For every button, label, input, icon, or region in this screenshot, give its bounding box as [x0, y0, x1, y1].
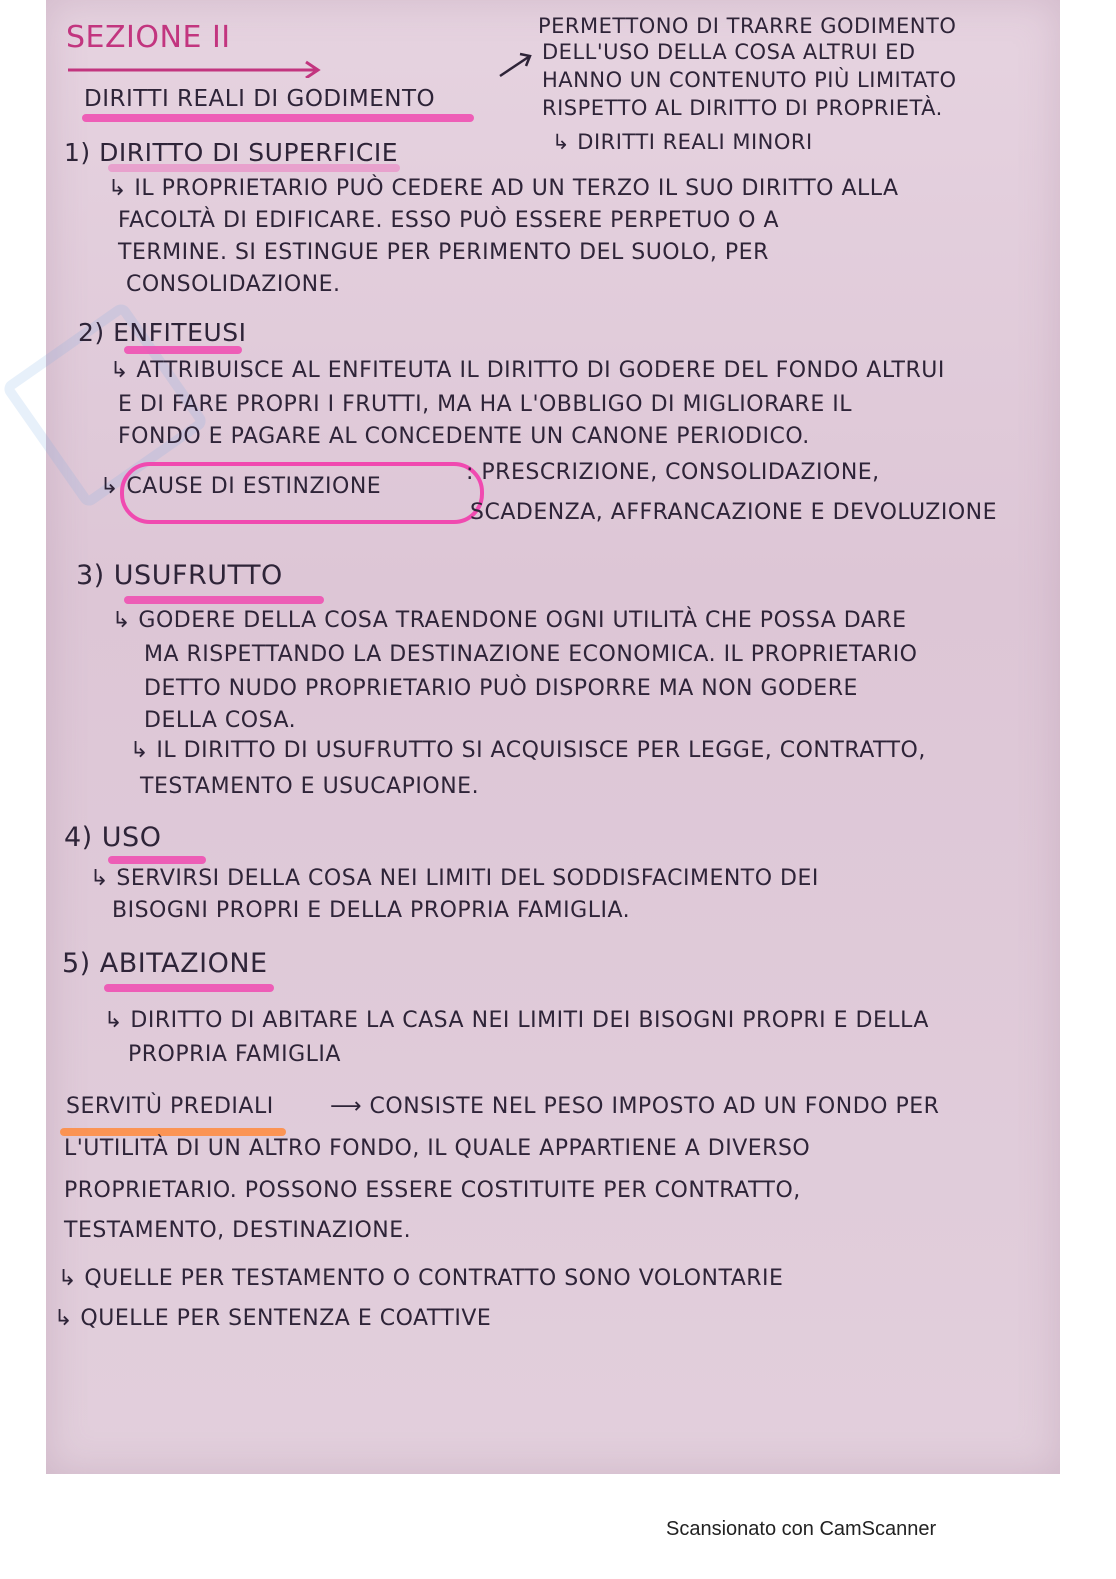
- servitu-line-1: ⟶ CONSISTE NEL PESO IMPOSTO AD UN FONDO PER: [330, 1094, 940, 1119]
- section-2-line-2: E DI FARE PROPRI I FRUTTI, MA HA L'OBBLIGO DI MIGLIORARE IL: [118, 392, 852, 417]
- servitu-line-5: ↳ QUELLE PER TESTAMENTO O CONTRATTO SONO VOLONTARIE: [58, 1266, 784, 1291]
- section-3-line-5: ↳ IL DIRITTO DI USUFRUTTO SI ACQUISISCE PER LEGGE, CONTRATTO,: [130, 738, 926, 763]
- section-2-line-5: SCADENZA, AFFRANCAZIONE E DEVOLUZIONE: [470, 500, 998, 525]
- servitu-title: SERVITÙ PREDIALI: [66, 1094, 274, 1119]
- section-2-title: 2) ENFITEUSI: [78, 318, 247, 347]
- section-1-title: 1) DIRITTO DI SUPERFICIE: [64, 138, 399, 167]
- section-1-line-2: FACOLTÀ DI EDIFICARE. ESSO PUÒ ESSERE PERPETUO O A: [118, 208, 780, 233]
- section-2-line-4b: : PRESCRIZIONE, CONSOLIDAZIONE,: [466, 460, 880, 485]
- section-4-line-2: BISOGNI PROPRI E DELLA PROPRIA FAMIGLIA.: [112, 898, 631, 923]
- heading-highlight: [82, 114, 474, 122]
- section-3-line-3: DETTO NUDO PROPRIETARIO PUÒ DISPORRE MA NON GODERE: [144, 676, 858, 701]
- side-note-line-2: DELL'USO DELLA COSA ALTRUI ED: [542, 40, 916, 64]
- page-heading: DIRITTI REALI DI GODIMENTO: [84, 86, 436, 112]
- servitu-line-4: TESTAMENTO, DESTINAZIONE.: [64, 1218, 412, 1243]
- s4-highlight: [108, 856, 206, 864]
- servitu-line-2: L'UTILITÀ DI UN ALTRO FONDO, IL QUALE APPARTIENE A DIVERSO: [64, 1136, 811, 1161]
- arrow-up-right-icon: [496, 50, 536, 80]
- section-1-line-3: TERMINE. SI ESTINGUE PER PERIMENTO DEL SUOLO, PER: [118, 240, 769, 265]
- section-2-line-1: ↳ ATTRIBUISCE AL ENFITEUTA IL DIRITTO DI GODERE DEL FONDO ALTRUI: [110, 358, 945, 383]
- section-1-line-1: ↳ IL PROPRIETARIO PUÒ CEDERE AD UN TERZO IL SUO DIRITTO ALLA: [108, 176, 899, 201]
- scanner-footer: Scansionato con CamScanner: [666, 1518, 937, 1540]
- side-note-line-3: HANNO UN CONTENUTO PIÙ LIMITATO: [542, 68, 957, 92]
- s5-highlight: [104, 984, 274, 992]
- side-note-line-4: RISPETTO AL DIRITTO DI PROPRIETÀ.: [542, 96, 943, 120]
- section-3-title: 3) USUFRUTTO: [76, 560, 283, 591]
- side-note-line-1: PERMETTONO DI TRARRE GODIMENTO: [538, 14, 957, 38]
- side-note-line-5: ↳ DIRITTI REALI MINORI: [552, 130, 813, 154]
- section-5-line-2: PROPRIA FAMIGLIA: [128, 1042, 341, 1067]
- section-4-title: 4) USO: [64, 822, 162, 853]
- section-3-line-1: ↳ GODERE DELLA COSA TRAENDONE OGNI UTILITÀ CHE POSSA DARE: [112, 608, 907, 633]
- s3-highlight: [124, 596, 324, 604]
- section-5-line-1: ↳ DIRITTO DI ABITARE LA CASA NEI LIMITI DEI BISOGNI PROPRI E DELLA: [104, 1008, 929, 1033]
- section-5-title: 5) ABITAZIONE: [62, 948, 268, 979]
- section-3-line-2: MA RISPETTANDO LA DESTINAZIONE ECONOMICA. IL PROPRIETARIO: [144, 642, 918, 667]
- section-3-line-6: TESTAMENTO E USUCAPIONE.: [140, 774, 480, 799]
- section-3-line-4: DELLA COSA.: [144, 708, 297, 733]
- section-4-line-1: ↳ SERVIRSI DELLA COSA NEI LIMITI DEL SODDISFACIMENTO DEI: [90, 866, 819, 891]
- section-2-line-3: FONDO E PAGARE AL CONCEDENTE UN CANONE PERIODICO.: [118, 424, 810, 449]
- arrow-right-icon: [66, 58, 326, 78]
- servitu-line-6: ↳ QUELLE PER SENTENZA E COATTIVE: [54, 1306, 492, 1331]
- servitu-highlight: [60, 1128, 286, 1136]
- servitu-line-3: PROPRIETARIO. POSSONO ESSERE COSTITUITE PER CONTRATTO,: [64, 1178, 801, 1203]
- section-title: SEZIONE II: [66, 20, 231, 55]
- section-2-line-4a: ↳ CAUSE DI ESTINZIONE: [100, 474, 382, 499]
- section-1-line-4: CONSOLIDAZIONE.: [126, 272, 341, 297]
